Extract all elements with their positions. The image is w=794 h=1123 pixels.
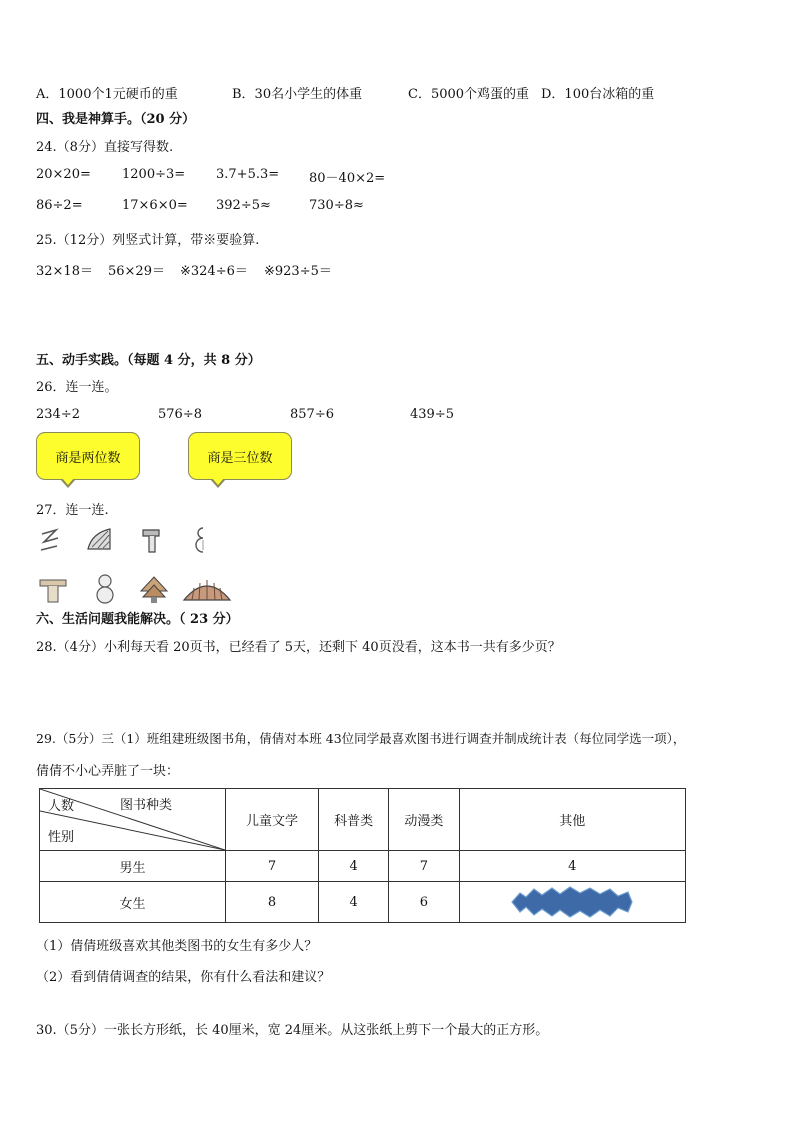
q24-item: 20×20=: [36, 167, 91, 182]
q24-item: 86÷2=: [36, 198, 83, 213]
stats-table: [39, 788, 686, 923]
smudge-cell: [459, 882, 685, 923]
table-header-row: [40, 789, 686, 851]
option-c: C．5000个鸡蛋的重: [408, 87, 530, 102]
table-cell: 7: [226, 851, 319, 882]
corner-top-label: 人数: [48, 799, 75, 814]
q26-prompt: 26．连一连。: [36, 380, 118, 395]
q25-item: ※324÷6＝: [180, 264, 248, 279]
section6-title: 六、生活问题我能解决。（ 23 分）: [36, 612, 239, 627]
q26-expression: 439÷5: [410, 407, 454, 422]
q29-prompt-line1: 29.（5分）三（1）班组建班级图书角，倩倩对本班 43位同学最喜欢图书进行调查并制成统计表（每位同学选一项），: [36, 731, 686, 746]
q26-expression: 857÷6: [290, 407, 334, 422]
table-cell: 4: [459, 851, 685, 882]
half-house-icon: [141, 526, 163, 554]
q26-expression: 576÷8: [158, 407, 202, 422]
q24-item: 80－40×2=: [309, 171, 386, 186]
q30-prompt: 30.（5分）一张长方形纸，长 40厘米，宽 24厘米。从这张纸上剪下一个最大的正方形。: [36, 1023, 549, 1038]
q24-item: 3.7+5.3=: [216, 167, 280, 182]
snowman-icon: [94, 573, 116, 605]
table-row: [40, 851, 686, 882]
q25-item: ※923÷5＝: [264, 264, 332, 279]
q24-item: 730÷8≈: [309, 198, 364, 213]
q24-item: 17×6×0=: [122, 198, 188, 213]
table-cell: 7: [389, 851, 459, 882]
q25-item: 32×18＝: [36, 264, 93, 279]
bubble-three-digit: [188, 432, 292, 480]
q29-prompt-line2: 倩倩不小心弄脏了一块：: [36, 764, 180, 779]
half-zigzag-icon: [38, 528, 60, 554]
option-a: A．1000个1元硬币的重: [36, 87, 178, 102]
q27-prompt: 27．连一连.: [36, 503, 109, 518]
bubble-label: 商是三位数: [207, 450, 273, 466]
table-row: [40, 882, 686, 923]
table-cell: 4: [319, 851, 389, 882]
header-cell: 儿童文学: [226, 789, 319, 851]
section4-title: 四、我是神算手。（20 分）: [36, 112, 196, 127]
row-label: 男生: [40, 851, 226, 882]
section5-title: 五、动手实践。（每题 4 分，共 8 分）: [36, 353, 261, 368]
q25-item: 56×29＝: [108, 264, 165, 279]
q25-prompt: 25.（12分）列竖式计算，带※要验算.: [36, 233, 260, 248]
table-cell: 4: [319, 882, 389, 923]
option-b: B．30名小学生的体重: [232, 87, 363, 102]
header-cell: 其他: [459, 789, 685, 851]
bubble-tail: [212, 478, 224, 485]
house-icon: [38, 574, 68, 606]
q29-sub2: （2）看到倩倩调查的结果，你有什么看法和建议？: [36, 970, 331, 985]
q24-item: 1200÷3=: [122, 167, 186, 182]
corner-bottom-label: 性别: [48, 830, 75, 845]
umbrella-icon: [182, 576, 232, 604]
bubble-two-digit: [36, 432, 140, 480]
q24-item: 392÷5≈: [216, 198, 271, 213]
corner-cell: [40, 789, 226, 851]
corner-right-label: 图书种类: [120, 798, 173, 813]
half-umbrella-icon: [86, 527, 114, 553]
table-cell: 6: [389, 882, 459, 923]
q28-prompt: 28.（4分）小利每天看 20页书，已经看了 5天，还剩下 40页没看，这本书一共有多少页？: [36, 640, 561, 655]
ink-smudge-icon: [508, 885, 636, 919]
bubble-tail: [62, 478, 74, 485]
option-d: D．100台冰箱的重: [541, 87, 655, 102]
row-label: 女生: [40, 882, 226, 923]
q24-prompt: 24.（8分）直接写得数.: [36, 140, 174, 155]
header-cell: 科普类: [319, 789, 389, 851]
q29-sub1: （1）倩倩班级喜欢其他类图书的女生有多少人？: [36, 939, 318, 954]
table-cell: 8: [226, 882, 319, 923]
q26-expression: 234÷2: [36, 407, 80, 422]
header-cell: 动漫类: [389, 789, 459, 851]
tree-icon: [139, 575, 169, 605]
bubble-label: 商是两位数: [55, 450, 121, 466]
half-snowman-icon: [193, 526, 209, 554]
